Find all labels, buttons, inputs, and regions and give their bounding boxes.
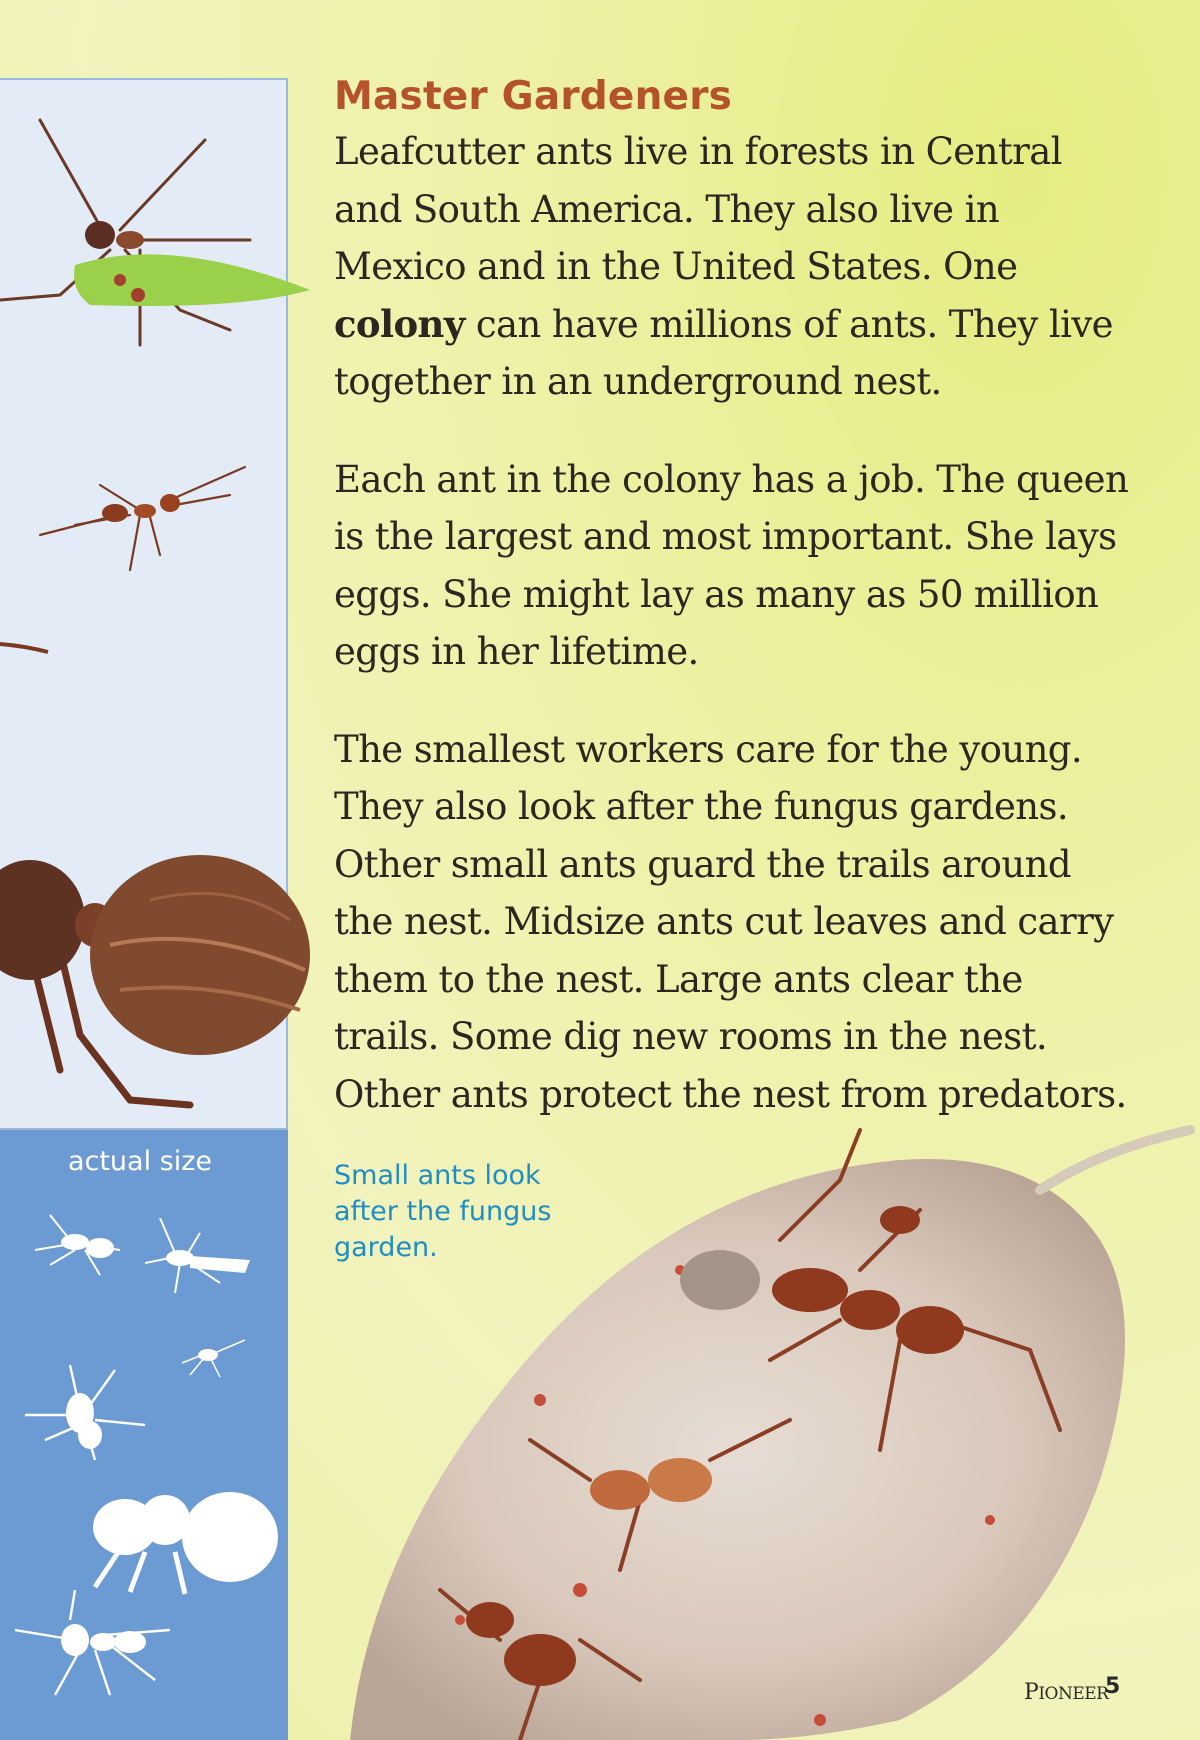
page-number: 5: [1105, 1674, 1121, 1699]
queen-ant-icon: [0, 840, 320, 1110]
article-paragraph: [334, 721, 1134, 1124]
magazine-brand: [1024, 1680, 1108, 1705]
ant-silhouette-icon: [145, 1218, 255, 1298]
ant-silhouette-icon: [15, 1590, 175, 1700]
article-heading: Master Gardeners: [334, 74, 733, 119]
paragraph-text: Each ant in the colony has a job. The queen is the largest and most important. She lays eggs. She might lay as many as 50 million eggs in her lifetime.: [334, 457, 1129, 673]
article-paragraph: [334, 451, 1134, 681]
paragraph-text: The smallest workers care for the young. They also look after the fungus gardens. Other small ants guard the trails around the nest. Midsize ants cut leaves and carry them to the nest. Large ants clear the trails. Some dig new rooms in the nest. Other ants protect the nest from predators.: [334, 727, 1127, 1116]
ant-silhouette-icon: [25, 1365, 150, 1465]
brand-initial: P: [1024, 1680, 1039, 1705]
ant-leg-fragment-icon: [0, 640, 60, 660]
ant-carrying-leaf-icon: [0, 110, 310, 360]
ant-silhouette-icon: [30, 1210, 130, 1280]
small-worker-ant-icon: [30, 455, 260, 575]
glossary-term: colony: [334, 301, 465, 346]
paragraph-text: can have millions of ants. They live together in an underground nest.: [334, 302, 1113, 403]
actual-size-label: actual size: [67, 1146, 213, 1177]
paragraph-text: Leafcutter ants live in forests in Central and South America. They also live in Mexico and in the United States. One: [334, 130, 1062, 288]
ant-silhouette-icon: [180, 1335, 250, 1380]
photo-caption: Small ants look after the fungus garden.: [334, 1160, 552, 1263]
queen-silhouette-icon: [85, 1472, 280, 1597]
article-body: [334, 74, 1134, 1163]
article-paragraph: [334, 123, 1134, 411]
brand-rest: IONEER: [1038, 1684, 1109, 1704]
